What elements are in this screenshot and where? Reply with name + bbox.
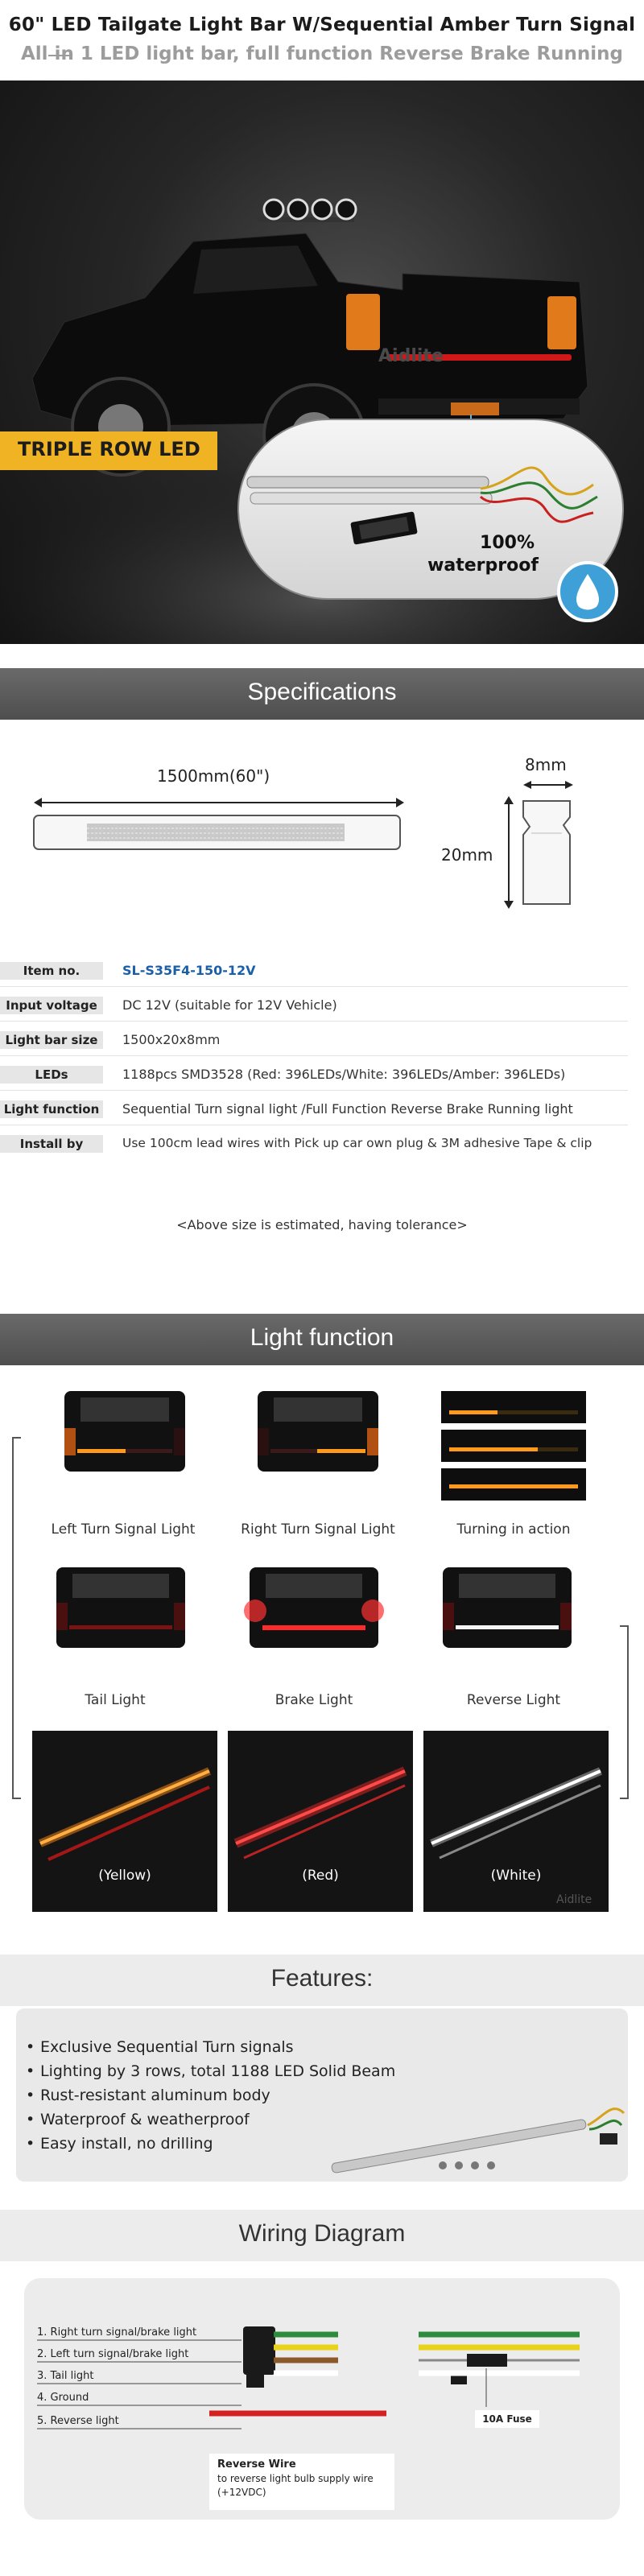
turning-action-tile [441, 1391, 586, 1504]
wire-label: 1. Right turn signal/brake light [37, 2326, 197, 2339]
reverse-wire-box [209, 2454, 394, 2510]
waterproof-percent: 100% [480, 533, 535, 553]
watermark: Aidlite [556, 1893, 592, 1906]
waterproof-label: waterproof [427, 555, 539, 576]
spec-label: Light function [0, 1100, 103, 1118]
red-glow-bar [228, 1731, 413, 1912]
tile-caption: Brake Light [275, 1692, 353, 1708]
spec-divider [0, 986, 628, 987]
specifications-heading: Specifications [247, 679, 397, 705]
truck-tile-brake [233, 1558, 394, 1654]
white-glow-bar [423, 1731, 609, 1912]
feature-item: • Exclusive Sequential Turn signals [40, 2038, 294, 2056]
spec-label: Light bar size [0, 1031, 103, 1049]
spec-label: LEDs [0, 1066, 103, 1084]
wiring-heading: Wiring Diagram [238, 2220, 406, 2247]
glow-caption: (Red) [302, 1868, 339, 1884]
yellow-glow-bar [32, 1731, 217, 1912]
wire-label: 4. Ground [37, 2392, 89, 2404]
features-heading: Features: [270, 1965, 374, 1992]
fuse-label: 10A Fuse [475, 2410, 539, 2428]
spec-value: 1188pcs SMD3528 (Red: 396LEDs/White: 396LEDs/Amber: 396LEDs) [122, 1067, 566, 1082]
side-profile-diagram [499, 777, 580, 914]
spec-value: Sequential Turn signal light /Full Function Reverse Brake Running light [122, 1101, 573, 1117]
spec-divider [0, 1021, 628, 1022]
spec-table [0, 962, 644, 1171]
glow-tile-red [228, 1731, 413, 1912]
page-header [0, 0, 644, 80]
feature-item: • Lighting by 3 rows, total 1188 LED Solid Beam [40, 2062, 395, 2080]
dimension-width: 8mm [525, 755, 567, 774]
truck-tile-right-turn [242, 1383, 394, 1480]
size-note: <Above size is estimated, having tolerance> [176, 1217, 468, 1232]
glow-caption: (White) [490, 1868, 542, 1884]
spec-value: DC 12V (suitable for 12V Vehicle) [122, 997, 337, 1013]
page-title: 60" LED Tailgate Light Bar W/Sequential Amber Turn Signal [8, 14, 636, 35]
truck-tile-tail [40, 1558, 201, 1654]
reverse-wire-title: Reverse Wire [217, 2458, 296, 2471]
dimension-height: 20mm [441, 845, 493, 865]
water-drop-icon [555, 559, 620, 624]
spec-divider [0, 1090, 628, 1091]
feature-item: • Easy install, no drilling [40, 2135, 213, 2153]
light-function-heading: Light function [250, 1324, 394, 1351]
tile-caption: Turning in action [456, 1521, 571, 1538]
reverse-wire-desc: to reverse light bulb supply wire [217, 2473, 374, 2484]
spec-label: Input voltage [0, 997, 103, 1014]
wire-label: 2. Left turn signal/brake light [37, 2348, 189, 2360]
glow-tile-white [423, 1731, 609, 1912]
tile-caption: Left Turn Signal Light [51, 1521, 196, 1538]
watermark: Aidlite [378, 346, 444, 366]
tile-caption: Tail Light [85, 1692, 146, 1708]
page-subtitle: All in 1 LED light bar, full function Reverse Brake Running [21, 43, 623, 64]
spec-label: Item no. [0, 962, 103, 980]
wire-label: 5. Reverse light [37, 2415, 119, 2427]
triple-row-badge-text: TRIPLE ROW LED [18, 438, 200, 460]
light-bar-kit-photo [322, 2085, 628, 2174]
tile-caption: Reverse Light [466, 1692, 561, 1708]
light-bar-diagram [32, 793, 411, 861]
feature-item: • Rust-resistant aluminum body [40, 2087, 270, 2104]
tile-caption: Right Turn Signal Light [241, 1521, 395, 1538]
glow-caption: (Yellow) [98, 1868, 151, 1884]
spec-divider [0, 1055, 628, 1056]
reverse-wire-voltage: (+12VDC) [217, 2487, 266, 2498]
spec-value: Use 100cm lead wires with Pick up car own plug & 3M adhesive Tape & clip [122, 1136, 592, 1150]
glow-tile-yellow [32, 1731, 217, 1912]
spec-label: Install by [0, 1135, 103, 1153]
wire-label: 3. Tail light [37, 2370, 94, 2382]
spec-value: 1500x20x8mm [122, 1032, 221, 1047]
spec-value: SL-S35F4-150-12V [122, 963, 256, 978]
feature-item: • Waterproof & weatherproof [40, 2111, 250, 2128]
truck-tile-reverse [427, 1558, 588, 1654]
truck-tile-left-turn [48, 1383, 201, 1480]
